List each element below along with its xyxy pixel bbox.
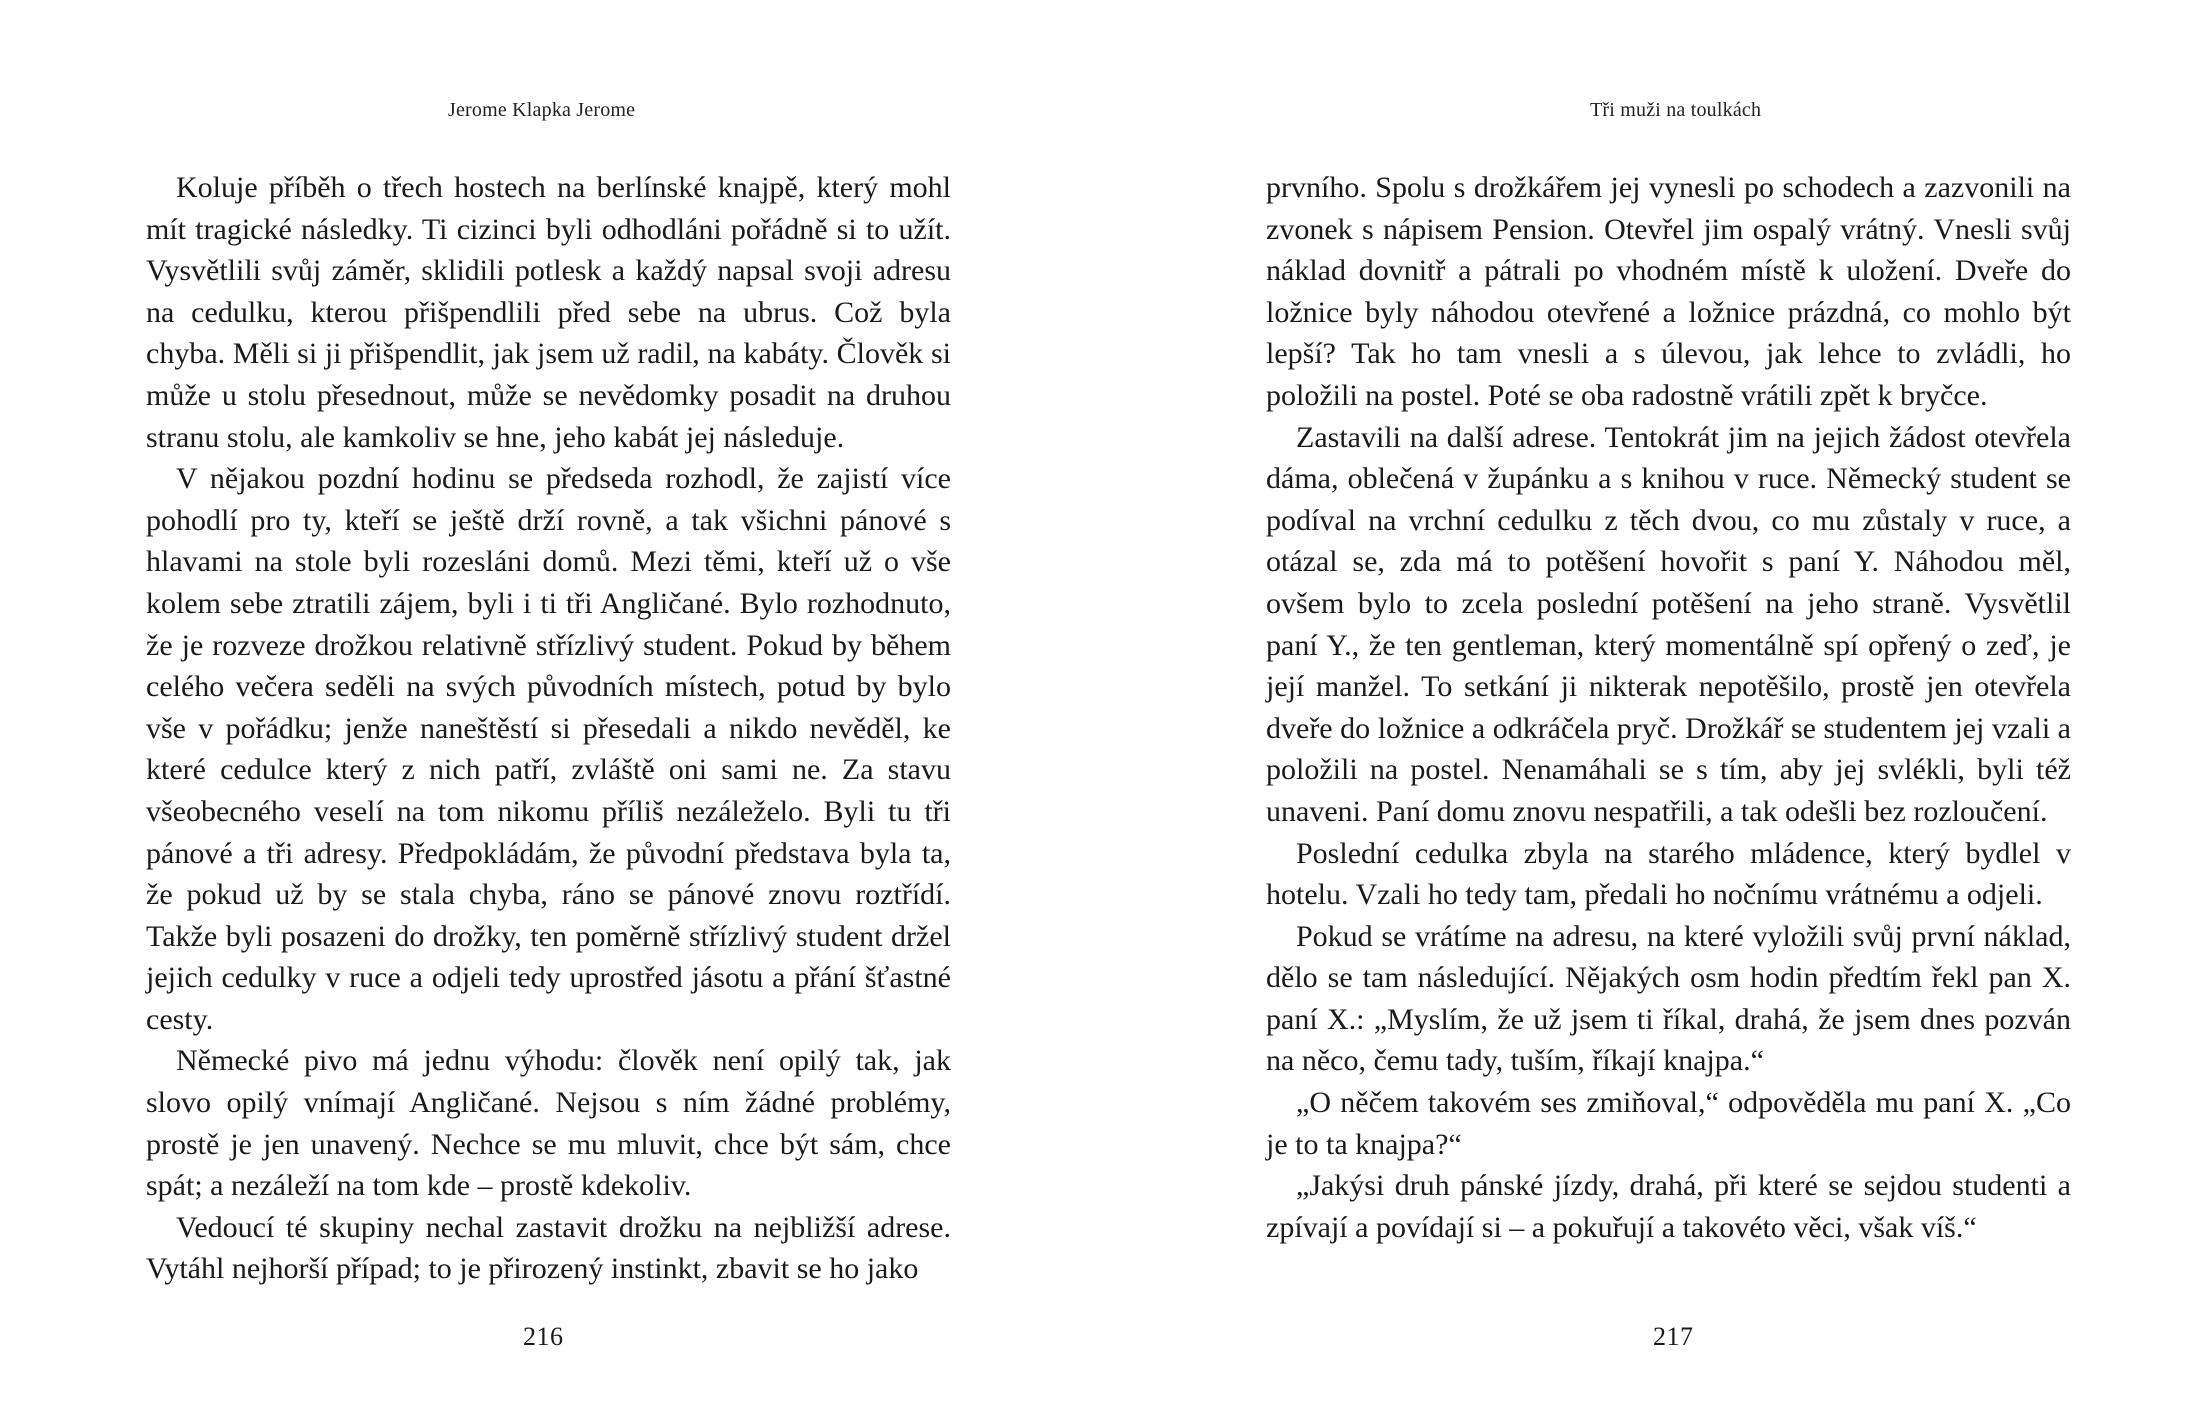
body-text [146, 167, 951, 1290]
paragraph: Koluje příběh o třech hostech na berlínské knajpě, který mohl mít tragické následky. Ti cizinci byli odhodláni pořádně si to užít. Vysvětlili svůj záměr, sklidili potlesk a každý napsal svoji adresu na cedulku, kterou přišpendlili před sebe na ubrus. Což byla chyba. Měli si ji přišpendlit, jak jsem už radil, na kabáty. Člověk si může u stolu přesednout, může se nevědomky posadit na druhou stranu stolu, ale kamkoliv se hne, jeho kabát jej následuje. [146, 171, 951, 454]
paragraph: Německé pivo má jednu výhodu: člověk není opilý tak, jak slovo opilý vnímají Angličané. Nejsou s ním žádné problémy, prostě je jen unavený. Nechce se mu mluvit, chce být sám, chce spát; a nezáleží na tom kde – prostě kdekoliv. [146, 1044, 951, 1203]
paragraph: Vedoucí té skupiny nechal zastavit drožku na nejbližší adrese. Vytáhl nejhorší případ; to je přirozený instinkt, zbavit se ho jako [146, 1210, 951, 1286]
running-head-text: Jerome Klapka Jerome [448, 99, 636, 121]
right-page [1103, 0, 2205, 1418]
paragraph: Zastavili na další adrese. Tentokrát jim na jejich žádost otevřela dáma, oblečená v župánku a s knihou v ruce. Německý student se podíval na vrchní cedulku z těch dvou, co mu zůstaly v ruce, a otázal se, zda má to potěšení hovořit s paní Y. Náhodou měl, ovšem bylo to zcela poslední potěšení na jeho straně. Vysvětlil paní Y., že ten gentleman, který momentálně spí opřený o zeď, je její manžel. To setkání ji nikterak nepotěšilo, prostě jen otevřela dveře do ložnice a odkráčela pryč. Drožkář se studentem jej vzali a položili na postel. Nenamáhali se s tím, aby jej svlékli, byli též unaveni. Paní domu znovu nespatřili, a tak odešli bez rozloučení. [1266, 420, 2071, 828]
paragraph-continued: prvního. Spolu s drožkářem jej vynesli po schodech a zazvonili na zvonek s nápisem Pension. Otevřel jim ospalý vrátný. Vnesli svůj náklad dovnitř a pátrali po vhodném místě k uložení. Dveře do ložnice byly náhodou otevřené a ložnice prázdná, co mohlo být lepší? Tak ho tam vnesli a s úlevou, jak lehce to zvládli, ho položili na postel. Poté se oba radostně vrátili zpět k bryčce. [1266, 171, 2071, 412]
paragraph: „Jakýsi druh pánské jízdy, drahá, při které se sejdou studenti a zpívají a povídají si – a pokuřují a takovéto věci, však víš.“ [1266, 1169, 2071, 1244]
paragraph: V nějakou pozdní hodinu se předseda rozhodl, že zajistí více pohodlí pro ty, kteří se ještě drží rovně, a tak všichni pánové s hlavami na stole byli rozesláni domů. Mezi těmi, kteří už o vše kolem sebe ztratili zájem, byli i ti tři Angličané. Bylo rozhodnuto, že je rozveze drožkou relativně střízlivý student. Pokud by během celého večera seděli na svých původních místech, potud by bylo vše v pořádku; jenže naneštěstí si přesedali a nikdo nevěděl, ke které cedulce který z nich patří, zvláště oni sami ne. Za stavu všeobecného veselí na tom nikomu příliš nezáleželo. Byli tu tři pánové a tři adresy. Předpokládám, že původní představa byla ta, že pokud už by se stala chyba, ráno se pánové znovu roztřídí. Takže byli posazeni do drožky, ten poměrně střízlivý student držel jejich cedulky v ruce a odjeli tedy uprostřed jásotu a přání šťastné cesty. [146, 462, 951, 1036]
paragraph: „O něčem takovém ses zmiňoval,“ odpověděla mu paní X. „Co je to ta knajpa?“ [1266, 1086, 2071, 1161]
paragraph: Poslední cedulka zbyla na starého mládence, který bydlel v hotelu. Vzali ho tedy tam, předali ho nočnímu vrátnému a odjeli. [1266, 836, 2071, 912]
running-head-text: Tři muži na toulkách [1590, 99, 1762, 121]
left-page [0, 0, 1102, 1418]
paragraph: Pokud se vrátíme na adresu, na které vyložili svůj první náklad, dělo se tam následující. Nějakých osm hodin předtím řekl pan X. paní X.: „Myslím, že už jsem ti říkal, drahá, že jsem dnes pozván na něco, čemu tady, tuším, říkají knajpa.“ [1266, 919, 2071, 1078]
page-number-text: 216 [523, 1322, 564, 1351]
page-number-text: 217 [1653, 1322, 1694, 1351]
body-text [1266, 167, 2071, 1248]
